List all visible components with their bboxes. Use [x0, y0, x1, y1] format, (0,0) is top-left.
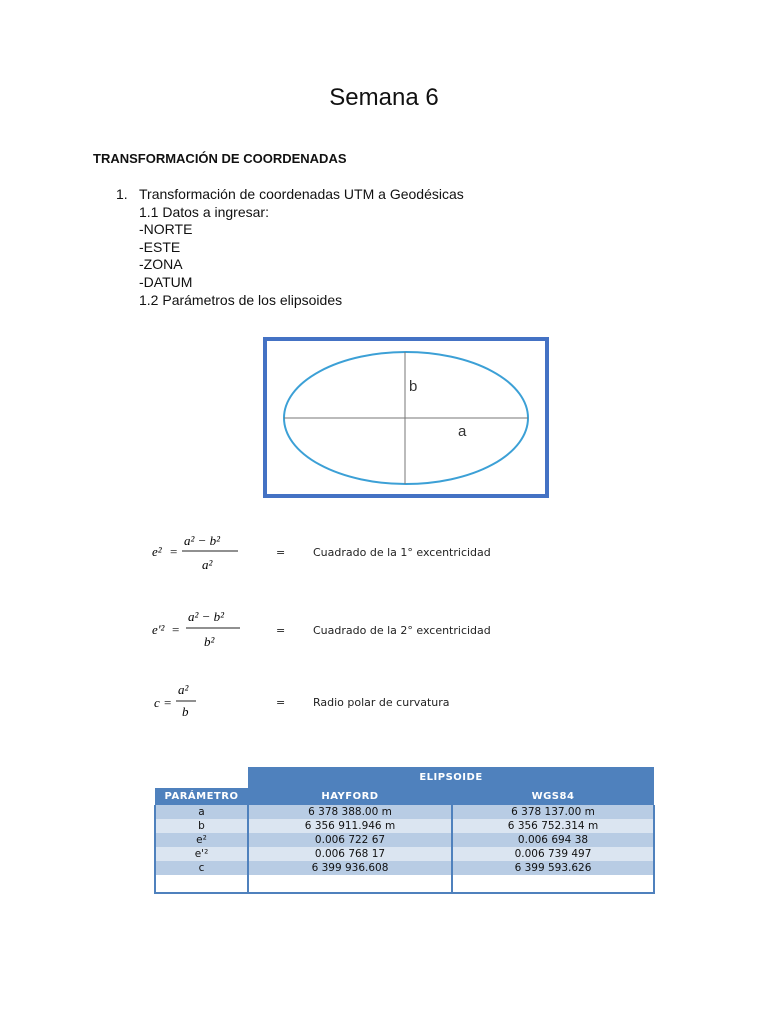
- formula-numerator: a² − b²: [184, 533, 221, 548]
- list-line: Transformación de coordenadas UTM a Geodésicas: [139, 186, 464, 202]
- formula-denominator: b: [182, 704, 189, 719]
- list-item-body: [139, 186, 464, 309]
- formula-description: Cuadrado de la 2° excentricidad: [313, 624, 491, 637]
- list-line: -ESTE: [139, 238, 181, 255]
- table-cell-param: [155, 875, 248, 893]
- formula-lhs: e'²: [152, 622, 165, 637]
- list-line: 1.2 Parámetros de los elipsoides: [139, 291, 343, 308]
- label-a: a: [458, 423, 467, 440]
- table-row: [155, 833, 654, 847]
- formula-second-eccentricity: [150, 605, 570, 655]
- table-row: [155, 847, 654, 861]
- ellipse-diagram: [263, 337, 549, 498]
- svg-text:=: =: [164, 695, 172, 710]
- table-cell-param: c: [155, 861, 248, 875]
- table-cell-hayford: [248, 875, 452, 893]
- formula-first-eccentricity: [150, 527, 570, 577]
- table-cell-param: b: [155, 819, 248, 833]
- svg-text:=: =: [172, 622, 180, 637]
- table-cell-wgs84: 6 356 752.314 m: [452, 819, 654, 833]
- formula-description: Cuadrado de la 1° excentricidad: [313, 546, 491, 559]
- table-header-hayford: HAYFORD: [248, 788, 452, 805]
- formula-lhs: e²: [152, 544, 162, 559]
- ellipsoid-table: [154, 767, 655, 894]
- table-group-header: ELIPSOIDE: [248, 767, 654, 788]
- table-cell-hayford: 0.006 768 17: [248, 847, 452, 861]
- formula-description: Radio polar de curvatura: [313, 696, 450, 709]
- table-cell-param: e²: [155, 833, 248, 847]
- formula-denominator: b²: [204, 634, 215, 649]
- table-cell-param: a: [155, 805, 248, 819]
- table-cell-hayford: 6 356 911.946 m: [248, 819, 452, 833]
- table-row: [155, 875, 654, 893]
- formula-numerator: a²: [178, 682, 189, 697]
- table-cell-hayford: 0.006 722 67: [248, 833, 452, 847]
- formula-polar-radius: [150, 680, 570, 730]
- list-number: 1.: [116, 186, 128, 202]
- table-cell-wgs84: 0.006 739 497: [452, 847, 654, 861]
- table-cell-param: e'²: [155, 847, 248, 861]
- list-line: -ZONA: [139, 256, 183, 273]
- label-b: b: [409, 378, 418, 395]
- section-heading: TRANSFORMACIÓN DE COORDENADAS: [93, 151, 347, 166]
- list-line: -DATUM: [139, 273, 193, 290]
- table-cell-hayford: 6 378 388.00 m: [248, 805, 452, 819]
- table-corner-blank: [155, 767, 248, 788]
- table-cell-wgs84: 6 399 593.626: [452, 861, 654, 875]
- table-row: [155, 861, 654, 875]
- formula-denominator: a²: [202, 557, 213, 572]
- table-row: [155, 805, 654, 819]
- formula-equals: =: [276, 624, 286, 637]
- list-line: -NORTE: [139, 221, 193, 238]
- table-cell-wgs84: 0.006 694 38: [452, 833, 654, 847]
- table-header-wgs84: WGS84: [452, 788, 654, 805]
- table-cell-wgs84: [452, 875, 654, 893]
- svg-text:=: =: [170, 544, 178, 559]
- formula-numerator: a² − b²: [188, 609, 225, 624]
- table-cell-wgs84: 6 378 137.00 m: [452, 805, 654, 819]
- page-title: Semana 6: [329, 84, 439, 111]
- table-header-param: PARÁMETRO: [155, 788, 248, 805]
- table-row: [155, 819, 654, 833]
- table-cell-hayford: 6 399 936.608: [248, 861, 452, 875]
- formula-lhs: c: [154, 695, 160, 710]
- list-line: 1.1 Datos a ingresar:: [139, 203, 269, 220]
- formula-equals: =: [276, 546, 286, 559]
- formula-equals: =: [276, 696, 286, 709]
